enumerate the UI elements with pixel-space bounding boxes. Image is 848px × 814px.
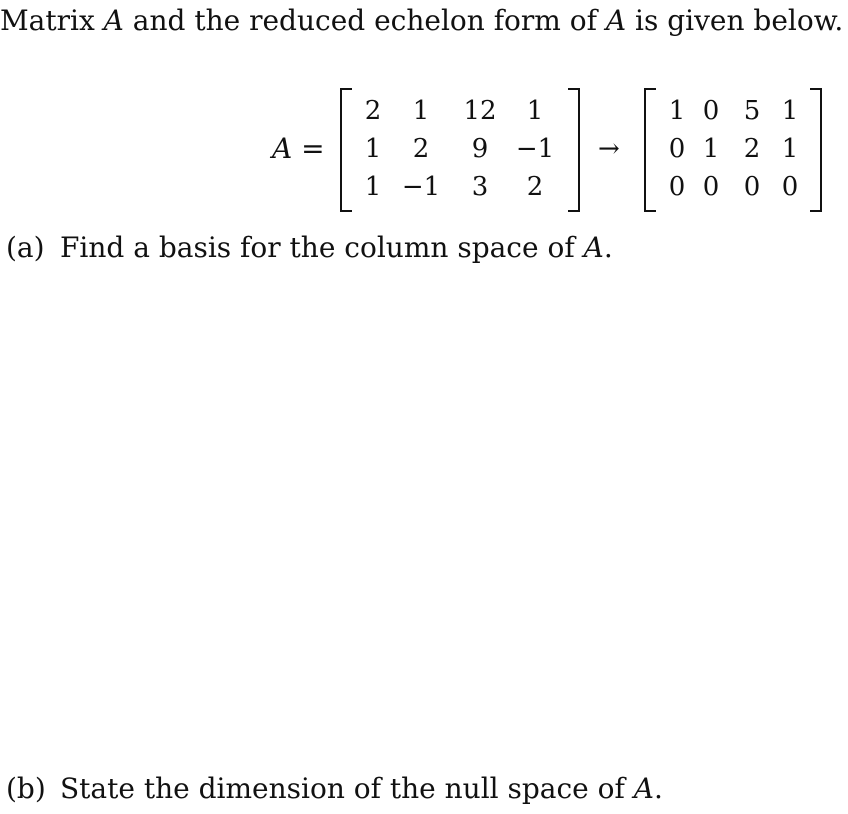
equals-sign: = <box>292 132 325 165</box>
intro-var-a: A <box>103 4 124 37</box>
matrix-rref <box>644 88 822 212</box>
matrix-a-cell: −1 <box>401 172 441 202</box>
matrix-a-cell: 2 <box>412 134 430 164</box>
matrix-a-cell: 1 <box>526 96 544 126</box>
matrix-rref-cell: 1 <box>668 96 686 126</box>
lhs-var: A <box>272 132 293 165</box>
matrix-a-cell: 1 <box>364 172 382 202</box>
matrix-rref-cell: 1 <box>702 134 720 164</box>
part-a-var: A <box>583 231 604 264</box>
matrix-a-cell: −1 <box>515 134 555 164</box>
intro-var-a-2: A <box>605 4 627 37</box>
matrix-a-cell: 12 <box>463 96 497 126</box>
matrix-a-cell: 1 <box>412 96 430 126</box>
part-a-end: . <box>603 231 613 264</box>
part-b-var: A <box>633 772 655 805</box>
part-a-text: Find a basis for the column space of <box>60 231 584 264</box>
matrix-a-cell: 2 <box>364 96 382 126</box>
matrix-a-cell: 1 <box>364 134 382 164</box>
matrix-a-right-bracket <box>568 88 580 212</box>
equation-lhs <box>272 130 325 168</box>
part-b-text: State the dimension of the null space of <box>60 772 634 805</box>
intro-sentence <box>0 2 843 40</box>
matrix-rref-cell: 0 <box>743 172 761 202</box>
matrix-rref-cell: 1 <box>781 96 799 126</box>
intro-suffix: is given below. <box>626 4 844 37</box>
part-b-label: (b) <box>6 772 46 805</box>
part-a-label: (a) <box>6 231 45 264</box>
matrix-a-cell: 2 <box>526 172 544 202</box>
intro-middle: and the reduced echelon form of <box>123 4 606 37</box>
part-a-question <box>6 229 613 267</box>
matrix-rref-cell: 2 <box>743 134 761 164</box>
matrix-rref-cell: 0 <box>702 172 720 202</box>
matrix-rref-cell: 0 <box>702 96 720 126</box>
transform-arrow: → <box>598 134 620 164</box>
matrix-rref-cell: 0 <box>668 172 686 202</box>
matrix-rref-cell: 1 <box>781 134 799 164</box>
matrix-a-cell: 3 <box>471 172 489 202</box>
part-b-end: . <box>654 772 663 805</box>
matrix-a <box>340 88 580 212</box>
part-b-question <box>6 770 663 808</box>
matrix-rref-cell: 0 <box>781 172 799 202</box>
matrix-rref-cell: 0 <box>668 134 686 164</box>
matrix-rref-cell: 5 <box>743 96 761 126</box>
intro-prefix: Matrix <box>0 4 104 37</box>
matrix-a-cell: 9 <box>471 134 489 164</box>
